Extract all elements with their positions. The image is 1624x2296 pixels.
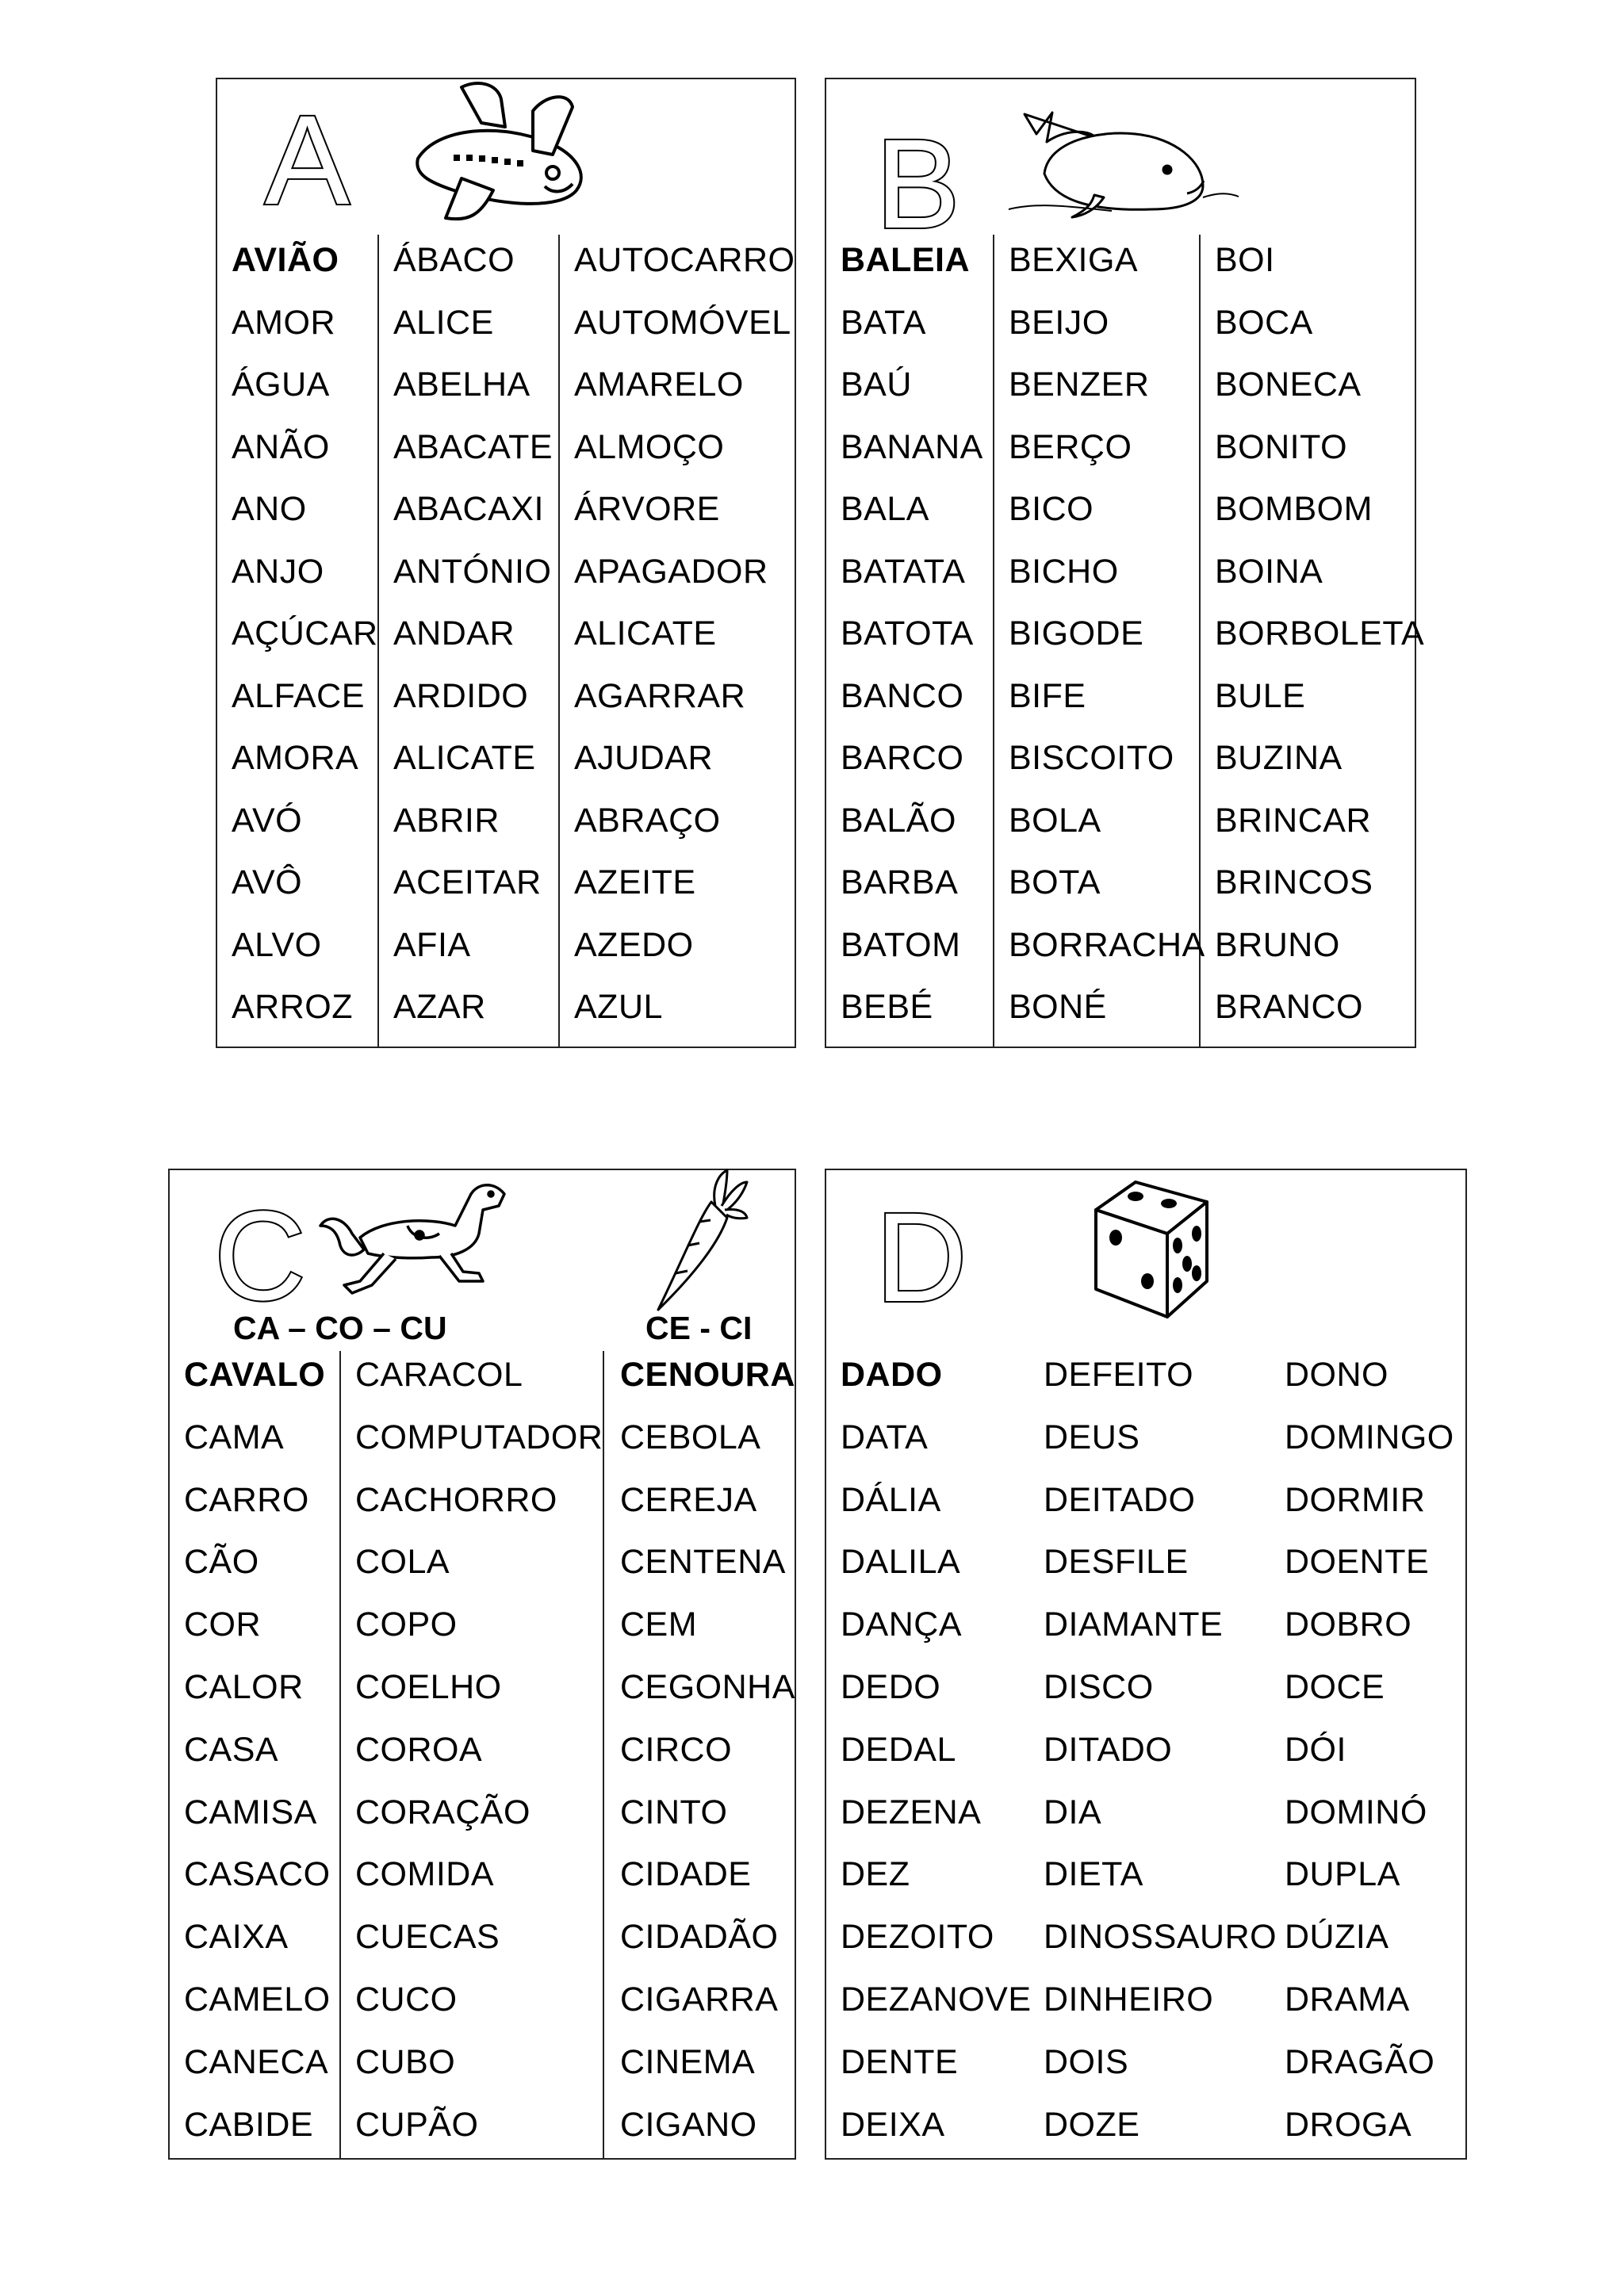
word-item: CAIXA — [184, 1918, 289, 1957]
word-item: BEIJO — [1009, 303, 1109, 342]
word-item: BORRACHA — [1009, 925, 1205, 964]
card-a — [216, 78, 796, 1048]
word-item: BUZINA — [1215, 739, 1342, 777]
word-item: CENTENA — [620, 1543, 786, 1582]
word-item: ALICATE — [574, 614, 717, 652]
word-item: BRINCAR — [1215, 801, 1372, 840]
word-item: BENZER — [1009, 365, 1150, 404]
word-item: DOBRO — [1285, 1605, 1412, 1644]
letter-heading: B — [875, 113, 960, 254]
word-item: DÁLIA — [841, 1480, 941, 1519]
word-item: ANÃO — [232, 427, 330, 466]
word-item: BATA — [841, 303, 926, 342]
word-item: CABIDE — [184, 2105, 314, 2144]
word-item: BONÉ — [1009, 988, 1107, 1026]
word-item: CUPÃO — [355, 2105, 479, 2144]
word-item: DADO — [841, 1356, 943, 1394]
word-item: DEUS — [1044, 1418, 1140, 1456]
word-item: ARDIDO — [393, 676, 529, 715]
letter-heading: A — [265, 89, 350, 231]
word-item: AMARELO — [574, 365, 744, 404]
word-item: DINHEIRO — [1044, 1980, 1214, 2019]
word-item: AZEDO — [574, 925, 694, 964]
word-item: BOMBOM — [1215, 490, 1373, 528]
word-item: ABACAXI — [393, 490, 544, 528]
word-item: AUTOCARRO — [574, 241, 795, 279]
word-item: DEZANOVE — [841, 1980, 1032, 2019]
word-item: DIETA — [1044, 1855, 1143, 1894]
word-item: CEM — [620, 1605, 698, 1644]
word-item: ABELHA — [393, 365, 530, 404]
word-item: BRUNO — [1215, 925, 1340, 964]
word-item: ÁBACO — [393, 241, 515, 279]
card-d — [825, 1169, 1467, 2160]
word-item: ABACATE — [393, 427, 553, 466]
word-item: BALEIA — [841, 241, 971, 279]
word-item: AZAR — [393, 988, 486, 1026]
word-item: CASA — [184, 1730, 279, 1769]
word-item: CARRO — [184, 1480, 309, 1519]
word-item: ANJO — [232, 552, 324, 591]
word-item: ALVO — [232, 925, 322, 964]
word-item: CAMISA — [184, 1793, 317, 1831]
card-c — [168, 1169, 796, 2160]
word-item: AFIA — [393, 925, 471, 964]
column-divider — [558, 235, 560, 1048]
word-item: AZUL — [574, 988, 663, 1026]
word-item: DONO — [1285, 1356, 1388, 1394]
subheading-ce-ci: CE - CI — [645, 1310, 753, 1346]
letter-heading: D — [875, 1186, 967, 1328]
word-item: CIDADE — [620, 1855, 752, 1894]
word-item: CIGANO — [620, 2105, 757, 2144]
word-item: DALILA — [841, 1543, 961, 1582]
word-item: DENTE — [841, 2042, 959, 2081]
word-item: BRINCOS — [1215, 863, 1373, 901]
word-item: BARBA — [841, 863, 959, 901]
word-item: BONITO — [1215, 427, 1348, 466]
word-item: AMOR — [232, 303, 335, 342]
word-item: BULE — [1215, 676, 1306, 715]
column-divider — [603, 1351, 604, 2160]
card-b — [825, 78, 1425, 1048]
die-icon — [1080, 1170, 1223, 1321]
column-divider — [993, 235, 994, 1048]
word-item: BOINA — [1215, 552, 1323, 591]
subheading-ca-co-cu: CA – CO – CU — [233, 1310, 447, 1346]
word-item: COPO — [355, 1605, 458, 1644]
word-item: DOZE — [1044, 2105, 1140, 2144]
word-item: BOLA — [1009, 801, 1101, 840]
word-item: CINEMA — [620, 2042, 756, 2081]
word-item: CARACOL — [355, 1356, 523, 1394]
word-item: ALMOÇO — [574, 427, 725, 466]
word-item: DEIXA — [841, 2105, 945, 2144]
column-divider — [339, 1351, 341, 2160]
word-item: DÓI — [1285, 1730, 1346, 1769]
word-item: COLA — [355, 1543, 450, 1582]
word-item: ABRIR — [393, 801, 500, 840]
word-item: DEZ — [841, 1855, 910, 1894]
word-item: DOCE — [1285, 1668, 1385, 1706]
word-item: ÁGUA — [232, 365, 330, 404]
word-item: APAGADOR — [574, 552, 768, 591]
letter-heading: C — [214, 1184, 306, 1326]
word-item: CEREJA — [620, 1480, 757, 1519]
word-item: CIRCO — [620, 1730, 733, 1769]
word-item: DATA — [841, 1418, 929, 1456]
word-item: DESFILE — [1044, 1543, 1189, 1582]
word-item: DANÇA — [841, 1605, 963, 1644]
word-item: BALA — [841, 490, 929, 528]
word-item: AZEITE — [574, 863, 696, 901]
word-item: BATOTA — [841, 614, 974, 652]
word-item: DROGA — [1285, 2105, 1412, 2144]
word-item: DRAMA — [1285, 1980, 1410, 2019]
word-item: BALÃO — [841, 801, 956, 840]
word-item: AVÔ — [232, 863, 303, 901]
word-item: BISCOITO — [1009, 739, 1174, 777]
word-item: ALICE — [393, 303, 494, 342]
word-item: BAÚ — [841, 365, 912, 404]
word-item: ALICATE — [393, 739, 536, 777]
word-item: ACEITAR — [393, 863, 542, 901]
word-item: COR — [184, 1605, 262, 1644]
word-item: BERÇO — [1009, 427, 1132, 466]
word-item: COELHO — [355, 1668, 502, 1706]
word-item: CALOR — [184, 1668, 304, 1706]
word-item: CÃO — [184, 1543, 259, 1582]
word-item: DEZENA — [841, 1793, 982, 1831]
word-item: CASACO — [184, 1855, 331, 1894]
word-item: CAMA — [184, 1418, 285, 1456]
word-item: BOTA — [1009, 863, 1101, 901]
word-item: DUPLA — [1285, 1855, 1400, 1894]
word-item: CUCO — [355, 1980, 458, 2019]
word-item: DISCO — [1044, 1668, 1154, 1706]
word-item: AVÓ — [232, 801, 303, 840]
word-item: AVIÃO — [232, 241, 339, 279]
word-item: AMORA — [232, 739, 359, 777]
airplane-icon — [406, 79, 596, 222]
word-item: COMPUTADOR — [355, 1418, 603, 1456]
word-item: CEGONHA — [620, 1668, 795, 1706]
word-item: AGARRAR — [574, 676, 746, 715]
word-item: ÁRVORE — [574, 490, 720, 528]
word-item: AJUDAR — [574, 739, 714, 777]
word-item: CAVALO — [184, 1356, 326, 1394]
word-item: BONECA — [1215, 365, 1362, 404]
word-item: BICO — [1009, 490, 1094, 528]
word-item: COROA — [355, 1730, 483, 1769]
word-item: CUECAS — [355, 1918, 500, 1957]
word-item: CENOURA — [620, 1356, 795, 1394]
word-item: BIGODE — [1009, 614, 1144, 652]
word-item: CINTO — [620, 1793, 728, 1831]
word-item: ANDAR — [393, 614, 515, 652]
word-item: DIA — [1044, 1793, 1102, 1831]
word-item: BANCO — [841, 676, 964, 715]
word-item: DIAMANTE — [1044, 1605, 1224, 1644]
word-item: DOENTE — [1285, 1543, 1430, 1582]
word-item: CIDADÃO — [620, 1918, 779, 1957]
word-item: ARROZ — [232, 988, 353, 1026]
word-item: ABRAÇO — [574, 801, 721, 840]
word-item: DEDAL — [841, 1730, 956, 1769]
word-item: BICHO — [1009, 552, 1119, 591]
carrot-icon — [652, 1170, 747, 1313]
whale-icon — [1009, 98, 1239, 217]
word-item: CIGARRA — [620, 1980, 779, 2019]
word-item: BARCO — [841, 739, 964, 777]
word-item: BATOM — [841, 925, 961, 964]
word-item: BATATA — [841, 552, 966, 591]
word-item: CACHORRO — [355, 1480, 557, 1519]
word-item: DOMINGO — [1285, 1418, 1454, 1456]
word-item: BEBÉ — [841, 988, 933, 1026]
word-item: AÇÚCAR — [232, 614, 378, 652]
word-item: DITADO — [1044, 1730, 1173, 1769]
word-item: CEBOLA — [620, 1418, 761, 1456]
word-item: DORMIR — [1285, 1480, 1426, 1519]
word-item: DEZOITO — [841, 1918, 994, 1957]
word-item: BEXIGA — [1009, 241, 1139, 279]
word-item: DÚZIA — [1285, 1918, 1389, 1957]
word-item: CORAÇÃO — [355, 1793, 530, 1831]
word-item: CAMELO — [184, 1980, 331, 2019]
word-item: DEDO — [841, 1668, 941, 1706]
word-item: CANECA — [184, 2042, 329, 2081]
horse-icon — [320, 1170, 511, 1305]
word-item: BOCA — [1215, 303, 1313, 342]
word-item: ANTÓNIO — [393, 552, 552, 591]
word-item: BORBOLETA — [1215, 614, 1425, 652]
word-item: BIFE — [1009, 676, 1086, 715]
word-item: BANANA — [841, 427, 983, 466]
word-item: DRAGÃO — [1285, 2042, 1435, 2081]
word-item: BRANCO — [1215, 988, 1363, 1026]
word-item: AUTOMÓVEL — [574, 303, 791, 342]
word-item: DEITADO — [1044, 1480, 1196, 1519]
word-item: ALFACE — [232, 676, 365, 715]
word-item: ANO — [232, 490, 307, 528]
word-item: DINOSSAURO — [1044, 1918, 1277, 1957]
word-item: BOI — [1215, 241, 1275, 279]
word-item: DEFEITO — [1044, 1356, 1194, 1394]
word-item: DOMINÓ — [1285, 1793, 1427, 1831]
word-item: CUBO — [355, 2042, 456, 2081]
word-item: DOIS — [1044, 2042, 1129, 2081]
word-item: COMIDA — [355, 1855, 494, 1894]
